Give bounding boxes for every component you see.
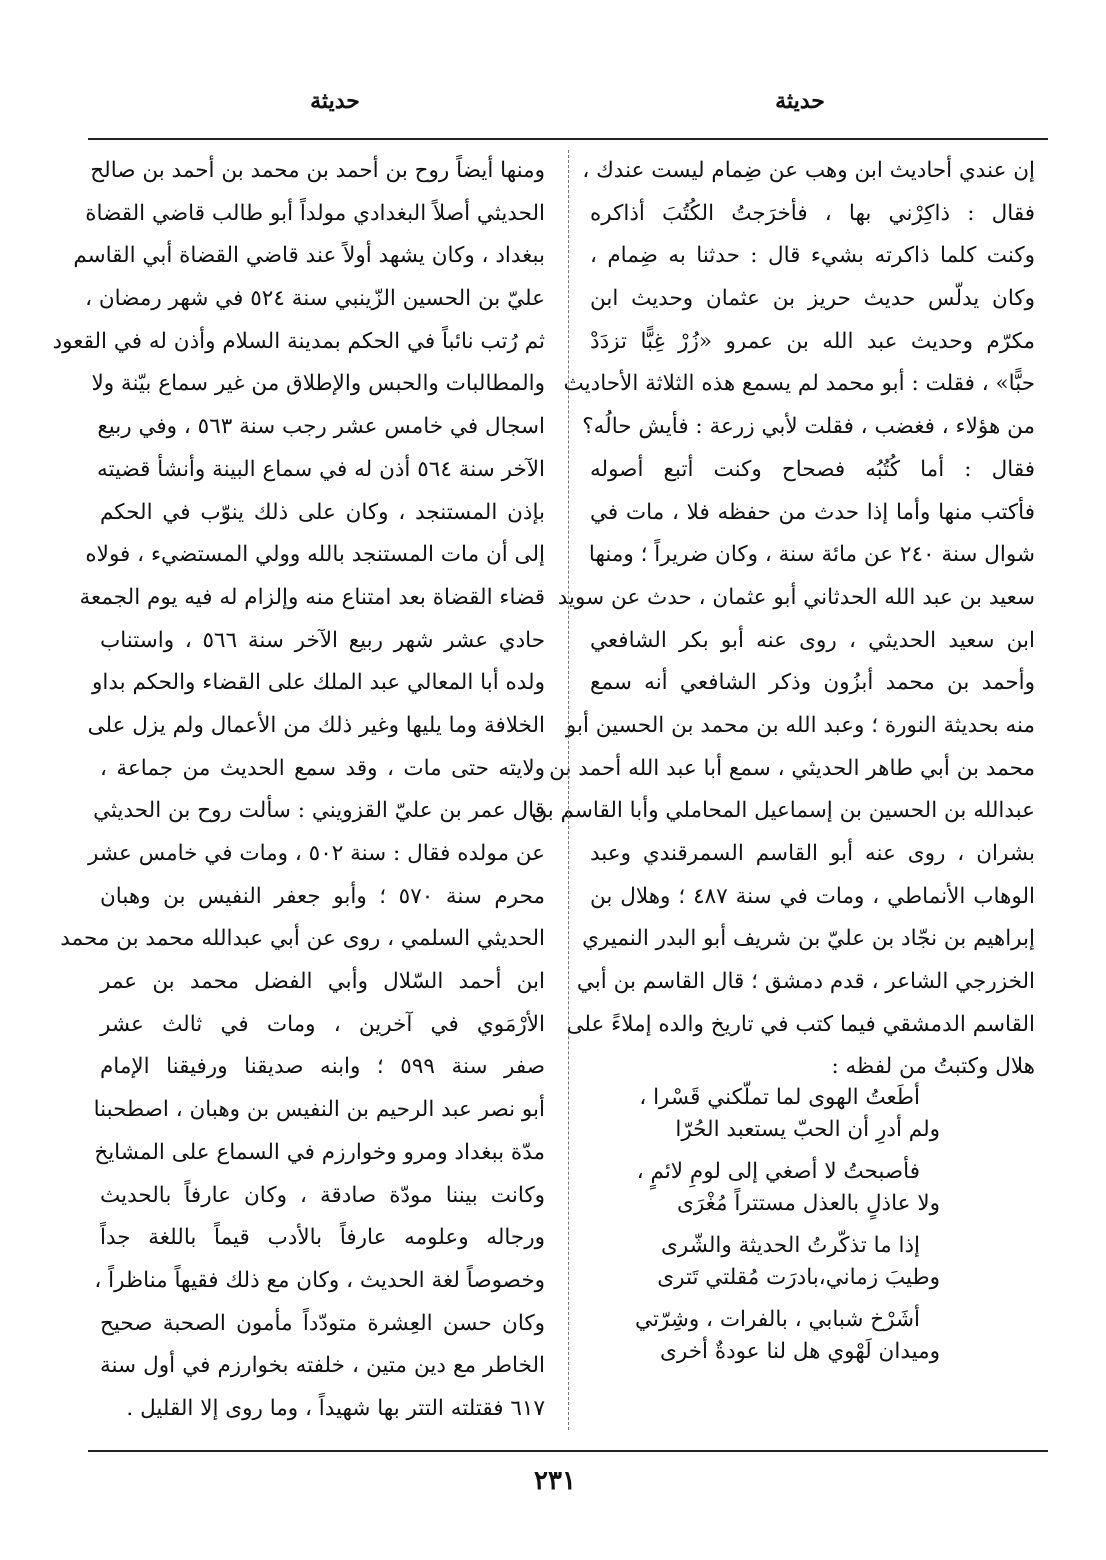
text-line: من هؤلاء ، فغضب ، فقلت لأبي زرعة : فأيش حالُه؟ [582, 414, 1035, 440]
text-line: منه بحديثة النورة ؛ وعبد الله بن محمد بن الحسين أبو [565, 712, 1035, 738]
verse-second-hemistich: ولم أدرِ أن الحبّ يستعبد الحُرّا [675, 1117, 940, 1142]
top-rule [88, 138, 1048, 140]
text-line: وكان حسن العِشرة متودّداً مأمون الصحبة صحيح [100, 1310, 545, 1336]
text-line: وكنت كلما ذاكرته بشيء قال : حدثنا به ضِمام ، [590, 243, 1035, 269]
verse-gap [620, 1294, 960, 1304]
text-line: الخاطر مع دين متين ، خلفته بخوارزم في أول سنة [100, 1353, 545, 1379]
verse-gap [620, 1220, 960, 1230]
text-line: الحديثي أصلاً البغدادي مولداً أبو طالب قاضي القضاة [85, 200, 545, 226]
text-line: سعيد بن عبد الله الحدثاني أبو عثمان ، حدث عن سويد [557, 584, 1035, 610]
text-line: الخلافة وما يليها وغير ذلك من الأعمال ولم يزل على [87, 712, 545, 738]
text-line: إبراهيم بن نجّاد بن عليّ بن شريف أبو البدر النميري [582, 926, 1035, 952]
text-line: حبًّا» ، فقلت : أبو محمد لم يسمع هذه الثلاثة الأحاديث [563, 371, 1035, 397]
text-line: ولده أبا المعالي عبد الملك على القضاء والحكم بداو [92, 670, 545, 696]
text-line: إلى أن مات المستنجد بالله وولي المستضيء ، فولاه [85, 542, 545, 568]
text-line: إن عندي أحاديث ابن وهب عن ضِمام ليست عندك ، [582, 158, 1035, 183]
verse-gap [620, 1146, 960, 1156]
text-line: شوال سنة ٢٤٠ عن مائة سنة ، وكان ضريراً ؛ ومنها [588, 542, 1035, 568]
text-line: ثم رُتب نائباً في الحكم بمدينة السلام وأذن له في القعود [52, 328, 545, 354]
text-line: مدّة ببغداد ومرو وخوارزم في السماع على المشايخ [94, 1139, 545, 1165]
text-line: الحديثي السلمي ، روى عن أبي عبدالله محمد بن محمد [60, 926, 545, 952]
text-line: وأحمد بن محمد أبزُون وذكر الشافعي أنه سمع [590, 670, 1035, 696]
verse-second-hemistich: وميدان لَهْوي هل لنا عودةٌ أخرى [660, 1339, 940, 1364]
text-line: والمطالبات والحبس والإطلاق من غير سماع بيّنة ولا [91, 371, 545, 397]
text-line: ابن سعيد الحديثي ، روى عنه أبو بكر الشافعي [590, 627, 1035, 653]
text-line: أبو نصر عبد الرحيم بن النفيس بن وهبان ، اصطحبنا [93, 1097, 545, 1123]
text-line: الآخر سنة ٥٦٤ أذن له في سماع البينة وأنشأ قضيته [96, 456, 545, 482]
text-line: اسجال في خامس عشر رجب سنة ٥٦٣ ، وفي ربيع [97, 414, 545, 440]
verse-second-hemistich: ولا عاذلٍ بالعذل مستتراً مُغْرَى [676, 1191, 940, 1216]
text-line: بإذن المستنجد ، وكان على ذلك ينوّب في الحكم [100, 499, 545, 525]
text-line: محرم سنة ٥٧٠ ؛ وأبو جعفر النفيس بن وهبان [100, 883, 545, 909]
text-line: ورجاله وعلومه عارفاً بالأدب قيماً باللغة جداً [100, 1225, 545, 1251]
text-line: فقال : أما كُتُبُه فصحاح وكنت أتبع أصوله [590, 456, 1035, 482]
text-line: ومنها أيضاً روح بن أحمد بن محمد بن أحمد بن صالح [90, 158, 545, 183]
text-line: ولايته حتى مات ، وقد سمع الحديث من جماعة ، [100, 755, 545, 781]
left-column [52, 150, 546, 1431]
text-line: وكانت بيننا مودّة صادقة ، وكان عارفاً بالحديث [100, 1182, 545, 1208]
text-line: الخزرجي الشاعر ، قدم دمشق ؛ قال القاسم بن أبي [576, 969, 1035, 995]
text-line: قضاء القضاة بعد امتناع منه وإلزام له فيه يوم الجمعة [79, 584, 545, 610]
running-header [0, 88, 1106, 128]
text-line: صفر سنة ٥٩٩ ؛ وابنه صديقنا ورفيقنا الإمام [100, 1054, 545, 1080]
right-column [531, 150, 1036, 1089]
poem-verses [620, 1082, 960, 1368]
text-line: عبدالله بن الحسين بن إسماعيل المحاملي وأبا القاسم بن [531, 798, 1035, 824]
text-line: بشران ، روى عنه أبو القاسم السمرقندي وعبد [590, 841, 1035, 866]
verse-first-hemistich: أشَرْخ شبابي ، بالفرات ، وشِرّتي [635, 1307, 920, 1332]
text-line: حادي عشر شهر ربيع الآخر سنة ٥٦٦ ، واستناب [100, 627, 546, 653]
text-line: محمد بن أبي طاهر الحديثي ، سمع أبا عبد الله أحمد بن [549, 755, 1035, 781]
header-title-left: حديثة [310, 88, 360, 114]
text-line: عليّ بن الحسين الزّينبي سنة ٥٢٤ في شهر رمضان ، [85, 286, 545, 312]
text-line: وكان يدلّس حديث حريز بن عثمان وحديث ابن [590, 286, 1035, 312]
text-line: الوهاب الأنماطي ، ومات في سنة ٤٨٧ ؛ وهلال بن [590, 883, 1036, 909]
text-line: فقال : ذاكِرْني بها ، فأخرَجتُ الكُتُبَ أذاكره [590, 200, 1035, 226]
text-line: القاسم الدمشقي فيما كتب في تاريخ والده إملاءً على [566, 1011, 1035, 1037]
column-divider [568, 150, 569, 1430]
text-line: مكرّم وحديث عبد الله بن عمرو «زُرْ غِبًّا تزدَدْ [590, 328, 1035, 354]
verse-second-hemistich: وطيبَ زماني،بادرَت مُقلتي تَترى [657, 1265, 940, 1290]
text-line: وخصوصاً لغة الحديث ، وكان مع ذلك فقيهاً مناظراً ، [94, 1267, 545, 1293]
text-line: هلال وكتبتُ من لفظه : [831, 1054, 1035, 1080]
text-line: ابن أحمد السّلال وأبي الفضل محمد بن عمر [100, 969, 545, 995]
text-line: عن مولده فقال : سنة ٥٠٢ ، ومات في خامس عشر [88, 841, 545, 866]
page-number: ٢٣١ [534, 1466, 576, 1496]
header-title-right: حديثة [775, 88, 825, 114]
text-line: فأكتب منها وأما إذا حدث من حفظه فلا ، مات في [590, 499, 1035, 525]
verse-first-hemistich: إذا ما تذكّرتُ الحديثة والشّرى [661, 1233, 920, 1258]
text-line: ببغداد ، وكان يشهد أولاً عند قاضي القضاة أبي القاسم [73, 243, 545, 269]
bottom-rule [88, 1450, 1048, 1452]
text-line: قال عمر بن عليّ القزويني : سألت روح بن الحديثي [93, 798, 545, 824]
verse-first-hemistich: أطَعتُ الهوى لما تملّكني قَسْرا ، [639, 1085, 920, 1110]
verse-first-hemistich: فأصبحتُ لا أصغي إلى لومِ لائمٍ ، [636, 1159, 920, 1184]
text-line: ٦١٧ فقتلته التتر بها شهيداً ، وما روى إلا القليل . [126, 1395, 545, 1421]
text-line: الأرْمَوي في آخرين ، ومات في ثالث عشر [100, 1011, 545, 1037]
